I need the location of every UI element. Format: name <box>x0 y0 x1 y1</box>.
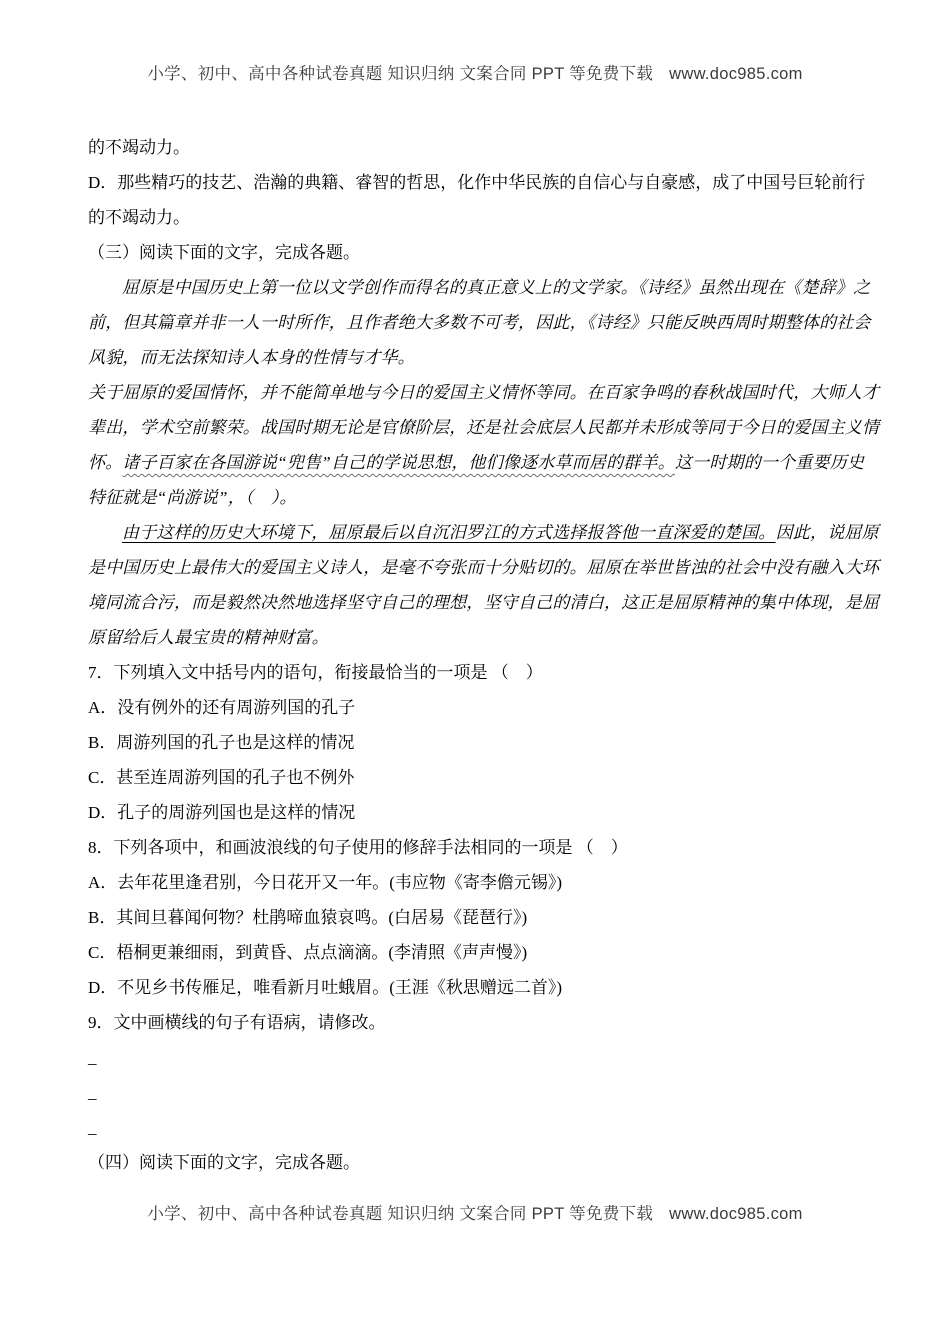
passage-2-tail: 这一时期的一个重要历史特征就是“尚游说”，（ ）。 <box>88 453 865 507</box>
section4-heading: （四）阅读下面的文字，完成各题。 <box>88 1153 360 1172</box>
question8-stem: 8．下列各项中，和画波浪线的句子使用的修辞手法相同的一项是 （ ） <box>88 838 628 857</box>
question9-stem: 9．文中画横线的句子有语病，请修改。 <box>88 1013 386 1032</box>
header-watermark-text: 小学、初中、高中各种试卷真题 知识归纳 文案合同 PPT 等免费下载 <box>147 65 654 83</box>
footer-watermark <box>0 1200 950 1224</box>
passage-paragraph-2 <box>88 375 880 515</box>
question7-option-c: C．甚至连周游列国的孔子也不例外 <box>88 768 355 787</box>
footer-watermark-text: 小学、初中、高中各种试卷真题 知识归纳 文案合同 PPT 等免费下载 <box>147 1205 654 1223</box>
document-content <box>88 130 880 1180</box>
header-watermark-url: www.doc985.com <box>669 65 803 83</box>
footer-watermark-url: www.doc985.com <box>669 1205 803 1223</box>
question8-option-d: D．不见乡书传雁足，唯看新月吐蛾眉。(王涯《秋思赠远二首》) <box>88 978 563 997</box>
question8-option-a: A．去年花里逢君别，今日花开又一年。(韦应物《寄李儋元锡》) <box>88 873 563 892</box>
answer-blank-1: _ <box>88 1048 97 1067</box>
question7-option-b: B．周游列国的孔子也是这样的情况 <box>88 733 355 752</box>
straight-underlined-sentence: 由于这样的历史大环境下，屈原最后以自沉汨罗江的方式选择报答他一直深爱的楚国。 <box>122 523 776 542</box>
carryover-tail-line: 的不竭动力。 <box>88 138 190 157</box>
question8-option-c: C．梧桐更兼细雨，到黄昏、点点滴滴。(李清照《声声慢》) <box>88 943 528 962</box>
question8-option-b: B．其间旦暮闻何物？杜鹃啼血猿哀鸣。(白居易《琵琶行》) <box>88 908 528 927</box>
header-watermark <box>0 60 950 84</box>
question7-option-a: A．没有例外的还有周游列国的孔子 <box>88 698 356 717</box>
answer-blank-3: _ <box>88 1118 97 1137</box>
section3-heading: （三）阅读下面的文字，完成各题。 <box>88 243 360 262</box>
answer-blank-2: _ <box>88 1083 97 1102</box>
passage-paragraph-1: 屈原是中国历史上第一位以文学创作而得名的真正意义上的文学家。《诗经》虽然出现在《楚辞》之前，但其篇章并非一人一时所作，且作者绝大多数不可考，因此，《诗经》只能反映西周时期整体的社会风貌，而无法探知诗人本身的性情与才华。 <box>88 278 871 367</box>
question7-stem: 7．下列填入文中括号内的语句，衔接最恰当的一项是 （ ） <box>88 663 543 682</box>
passage-2-lead: 关于屈原的爱国情怀，并不能简单地与今日的爱国主义情怀等同。在百家争鸣的春秋战国时代，大师人才辈出，学术空前繁荣。战国时期无论是官僚阶层，还是社会底层人民都并未形成等同于今日的爱国主义情怀。 <box>88 383 880 472</box>
passage-paragraph-3 <box>88 515 880 655</box>
option-d-carryover: D．那些精巧的技艺、浩瀚的典籍、睿智的哲思，化作中华民族的自信心与自豪感，成了中国号巨轮前行的不竭动力。 <box>88 173 866 227</box>
passage-3-tail: 因此，说屈原是中国历史上最伟大的爱国主义诗人，是毫不夸张而十分贴切的。屈原在举世皆浊的社会中没有融入大环境同流合污，而是毅然决然地选择坚守自己的理想，坚守自己的清白，这正是屈原精神的集中体现，是屈原留给后人最宝贵的精神财富。 <box>88 523 880 647</box>
question7-option-d: D．孔子的周游列国也是这样的情况 <box>88 803 356 822</box>
wavy-underlined-sentence: 诸子百家在各国游说“兜售”自己的学说思想，他们像逐水草而居的群羊。 <box>122 453 675 472</box>
